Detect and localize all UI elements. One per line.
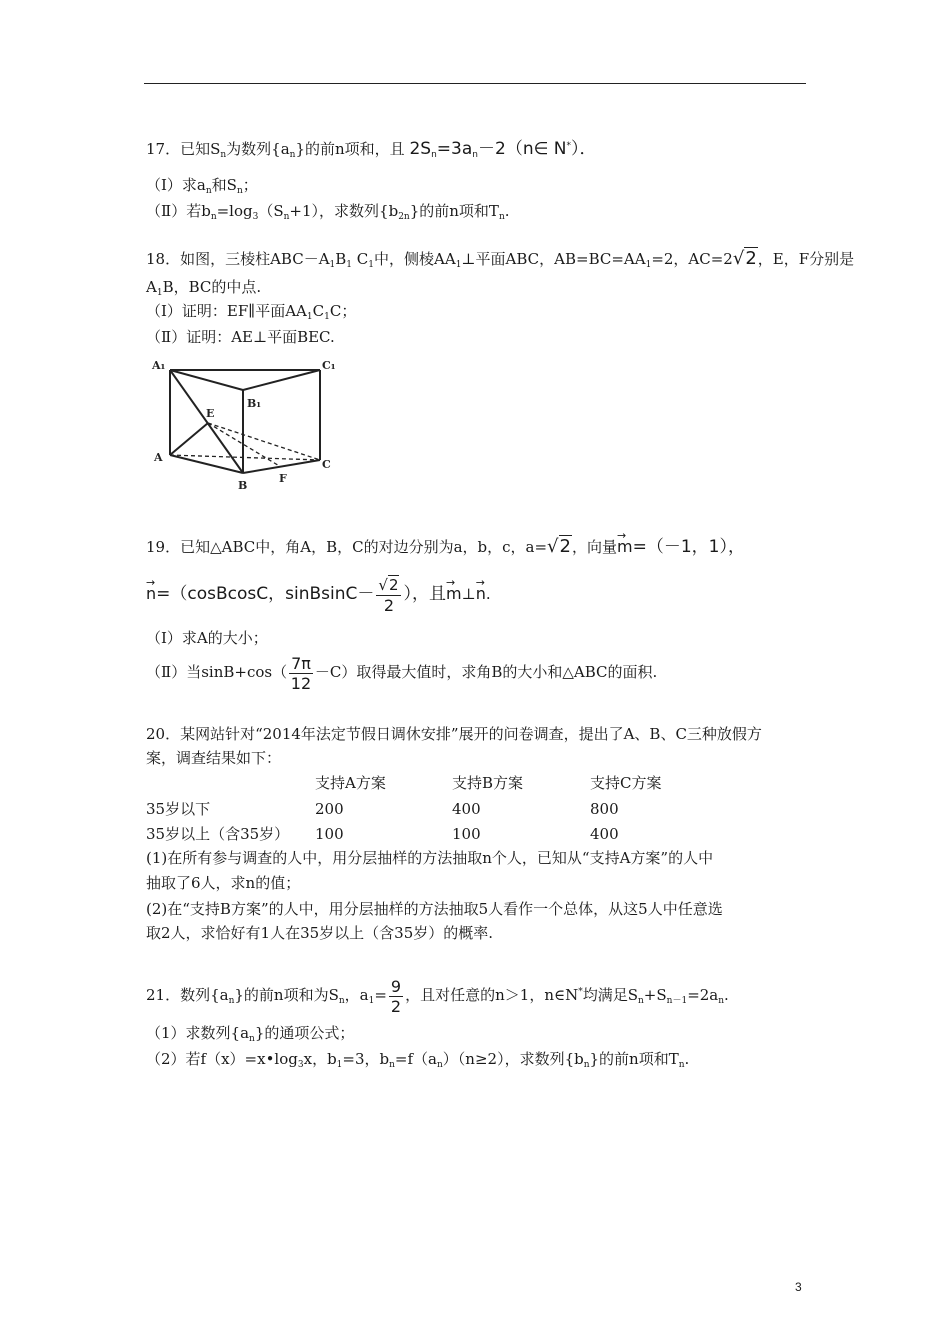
table-cell: 400: [590, 825, 619, 843]
q19-part1: （Ⅰ）求A的大小；: [146, 629, 268, 647]
q19-part2: （Ⅱ）当sinB+cos（ $\frac{7\pi}{12}$ －C）取得最大值时，求角B的大小和△ABC的面积.: [146, 653, 658, 693]
q20-stem-line1: 20．某网站针对“2014年法定节假日调休安排”展开的问卷调查，提出了A、B、C三种放假方: [146, 725, 762, 743]
q21-stem: 21．数列$\{a_n\}$的前n项和为$S_n$，$a_1=$ $\frac{9}{2}$ ，且对任意的n＞1，n∈N*均满足$S_n+S_{n-1}=2a_n$.: [146, 976, 729, 1016]
label-A: A: [154, 451, 163, 464]
q20-part1-line2: 抽取了6人，求n的值；: [146, 874, 301, 892]
table-header: 支持B方案: [452, 774, 524, 792]
table-header: 支持A方案: [315, 774, 386, 792]
label-C: C: [322, 458, 331, 471]
label-E: E: [206, 407, 215, 420]
label-B1: B₁: [247, 397, 262, 410]
table-cell: 400: [452, 800, 481, 818]
prism-figure: [148, 355, 338, 500]
table-cell: 100: [452, 825, 481, 843]
q18-stem-cont: $A_1B$，BC的中点.: [146, 278, 262, 298]
q17-part1: （Ⅰ）求$a_n$和$S_n$；: [146, 176, 258, 196]
label-A1: A₁: [152, 359, 166, 372]
q17-stem: 17．已知$S_n$为数列$\{a_n\}$的前n项和，且 $2S_n=3a_n-2(n\in$ N*）．: [146, 139, 597, 160]
q19-stem: 19．已知△ABC中，角A，B，C的对边分别为a，b，c，a=√2，向量→ m=（－1，1），: [146, 536, 745, 558]
q20-part2-line1: (2)在“支持B方案”的人中，用分层抽样的方法抽取5人看作一个总体，从这5人中任意选: [146, 900, 723, 918]
q19-vector-n: → n=（cosBcosC，sinBsinC－ $\frac{√2}{2}$ ），且→ m⊥→ n.: [146, 574, 491, 615]
q21-part1: （1）求数列$\{a_n\}$的通项公式；: [146, 1024, 355, 1044]
table-cell: 200: [315, 800, 344, 818]
table-cell: 800: [590, 800, 619, 818]
label-F: F: [279, 472, 287, 485]
table-row-label: 35岁以上（含35岁）: [146, 825, 290, 843]
q20-part1-line1: (1)在所有参与调查的人中，用分层抽样的方法抽取n个人，已知从“支持A方案”的人中: [146, 849, 714, 867]
table-header: 支持C方案: [590, 774, 662, 792]
q18-part2: （Ⅱ）证明：AE⊥平面BEC.: [146, 328, 335, 346]
sqrt-2: √2: [732, 248, 757, 269]
q17-part2: （Ⅱ）若$b_n=\log_3(S_n+1)$，求数列$\{b_{2n}\}$的前n项和$T_n$.: [146, 202, 510, 222]
q21-part2: （2）若$f(x)=x•\log_3x$，$b_1=3$，$b_n=f(a_n)(n\ge 2)$，求数列$\{b_n\}$的前n项和$T_n$.: [146, 1050, 690, 1070]
header-rule: [144, 83, 806, 84]
q20-part2-line2: 取2人，求恰好有1人在35岁以上（含35岁）的概率.: [146, 924, 494, 942]
label-B: B: [238, 479, 248, 492]
page-number: 3: [795, 1280, 802, 1294]
label-C1: C₁: [322, 359, 336, 372]
table-cell: 100: [315, 825, 344, 843]
q18-part1: （Ⅰ）证明：EF∥平面$AA_1C_1C$；: [146, 302, 357, 322]
q18-stem: 18．如图，三棱柱$ABC-A_1B_1$ $C_1$中，侧棱$AA_1\perp$平面ABC，$AB=BC=AA_1=2$，AC=2√2，E，F分别是: [146, 248, 855, 270]
q20-stem-line2: 案，调查结果如下：: [146, 749, 282, 767]
table-row-label: 35岁以下: [146, 800, 211, 818]
